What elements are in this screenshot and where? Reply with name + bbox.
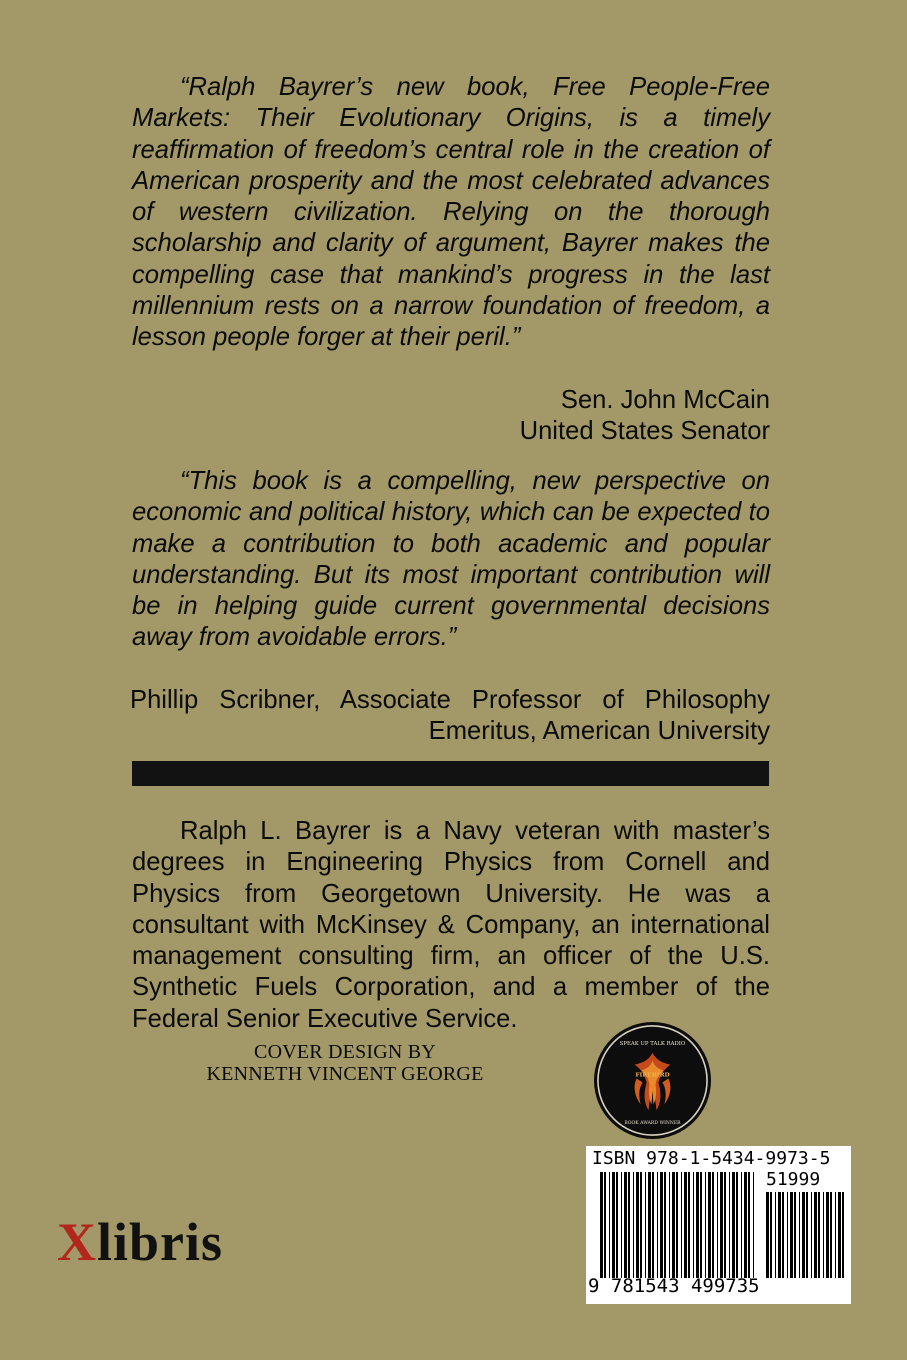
barcode-bar — [741, 1172, 742, 1278]
barcode-bar — [684, 1172, 687, 1278]
barcode-bar — [811, 1192, 812, 1278]
barcode-bar — [657, 1172, 658, 1278]
barcode-bar — [633, 1172, 634, 1278]
barcode-bar — [600, 1172, 603, 1278]
publisher-logo-x: X — [57, 1212, 97, 1272]
barcode-bar — [660, 1172, 663, 1278]
barcode-bar — [823, 1192, 824, 1278]
barcode-bar — [835, 1192, 836, 1278]
barcode-bar — [681, 1172, 682, 1278]
isbn-number: ISBN 978-1-5434-9973-5 — [592, 1148, 831, 1169]
barcode-bar — [700, 1172, 702, 1278]
barcode-bar — [818, 1192, 820, 1278]
barcode-bar — [720, 1172, 723, 1278]
section-divider — [132, 761, 769, 786]
barcode-bar — [696, 1172, 699, 1278]
barcode-bar — [624, 1172, 627, 1278]
cover-credit-name: KENNETH VINCENT GEORGE — [206, 1063, 484, 1085]
barcode-bar — [830, 1192, 832, 1278]
barcode-bar — [636, 1172, 639, 1278]
barcode-bar — [604, 1172, 606, 1278]
barcode-bar — [609, 1172, 610, 1278]
scribner-attribution — [130, 685, 770, 748]
barcode-bar — [826, 1192, 829, 1278]
barcode-bar — [616, 1172, 618, 1278]
isbn-barcode — [586, 1146, 851, 1304]
barcode-bar — [838, 1192, 841, 1278]
scribner-affiliation-line: Emeritus, American University — [428, 717, 770, 746]
scribner-name-line: Phillip Scribner, Associate Professor of Philosophy — [130, 686, 770, 714]
barcode-bar — [744, 1172, 747, 1278]
mccain-name: Sen. John McCain — [560, 386, 770, 414]
cover-design-credit — [160, 1041, 530, 1085]
barcode-bar — [766, 1192, 769, 1278]
barcode-bar — [729, 1172, 730, 1278]
barcode-bar — [802, 1192, 805, 1278]
barcode-bar — [645, 1172, 646, 1278]
barcode-bar — [693, 1172, 694, 1278]
scribner-quote: “This book is a compelling, new perspective on economic and political history, which can be expected to make a contribution to both academic and popular understanding. But its most important contribution will be in helping guide current governmental decisions away from avoidable errors.” — [132, 467, 770, 652]
barcode-bar — [717, 1172, 718, 1278]
barcode-bar — [799, 1192, 800, 1278]
barcode-digits: 9 781543 499735 — [588, 1275, 760, 1297]
seal-bottom-text: BOOK AWARD WINNER — [624, 1121, 681, 1127]
publisher-logo-rest: libris — [97, 1212, 224, 1272]
barcode-bar — [814, 1192, 817, 1278]
barcode-bar — [628, 1172, 630, 1278]
seal-top-text: SPEAK UP TALK RADIO — [619, 1040, 686, 1047]
barcode-bar — [748, 1172, 750, 1278]
barcode-bar — [664, 1172, 666, 1278]
mccain-quote: “Ralph Bayrer’s new book, Free People-Free Markets: Their Evolutionary Origins, is a timely reaffirmation of freedom’s central role in the creation of American prosperity and the most celebrated advances of western civilization. Relying on the thorough scholarship and clarity of argument, Bayrer makes the compelling case that mankind’s progress in the last millennium rests on a narrow foundation of freedom, a lesson people forger at their peril.” — [132, 73, 770, 352]
author-bio: Ralph L. Bayrer is a Navy veteran with master’s degrees in Engineering Physics from Cornell and Physics from Georgetown University. He was a consultant with McKinsey & Company, an international management consulting firm, an officer of the U.S. Synthetic Fuels Corporation, and a member of the Federal Senior Executive Service. — [132, 817, 770, 1033]
barcode-bar — [770, 1192, 772, 1278]
barcode-bar — [708, 1172, 711, 1278]
barcode-bar — [652, 1172, 654, 1278]
price-code: 51999 — [766, 1169, 821, 1190]
barcode-bar — [724, 1172, 726, 1278]
barcode-bar — [640, 1172, 642, 1278]
barcode-bar — [688, 1172, 690, 1278]
barcode-bar — [794, 1192, 796, 1278]
mccain-attribution — [520, 385, 770, 448]
barcode-bar — [621, 1172, 622, 1278]
barcode-bar — [612, 1172, 615, 1278]
seal-name: FIREBIRD — [635, 1071, 670, 1079]
barcode-bar — [672, 1172, 675, 1278]
barcode-bar — [712, 1172, 714, 1278]
barcode-bar — [782, 1192, 784, 1278]
barcode-bar — [778, 1192, 781, 1278]
barcode-bar — [648, 1172, 651, 1278]
barcode-bar — [842, 1192, 844, 1278]
barcode-bar — [753, 1172, 754, 1278]
barcode-bar — [736, 1172, 738, 1278]
barcode-bar — [732, 1172, 735, 1278]
firebird-award-seal — [593, 1021, 712, 1140]
barcode-bar — [669, 1172, 670, 1278]
barcode-bar — [676, 1172, 678, 1278]
barcode-bar — [790, 1192, 793, 1278]
barcode-bar — [787, 1192, 788, 1278]
barcode-bar — [705, 1172, 706, 1278]
barcode-bar — [806, 1192, 808, 1278]
mccain-title: United States Senator — [519, 417, 770, 446]
cover-credit-label: COVER DESIGN BY — [254, 1041, 436, 1063]
publisher-logo — [57, 1212, 223, 1272]
barcode-bar — [775, 1192, 776, 1278]
